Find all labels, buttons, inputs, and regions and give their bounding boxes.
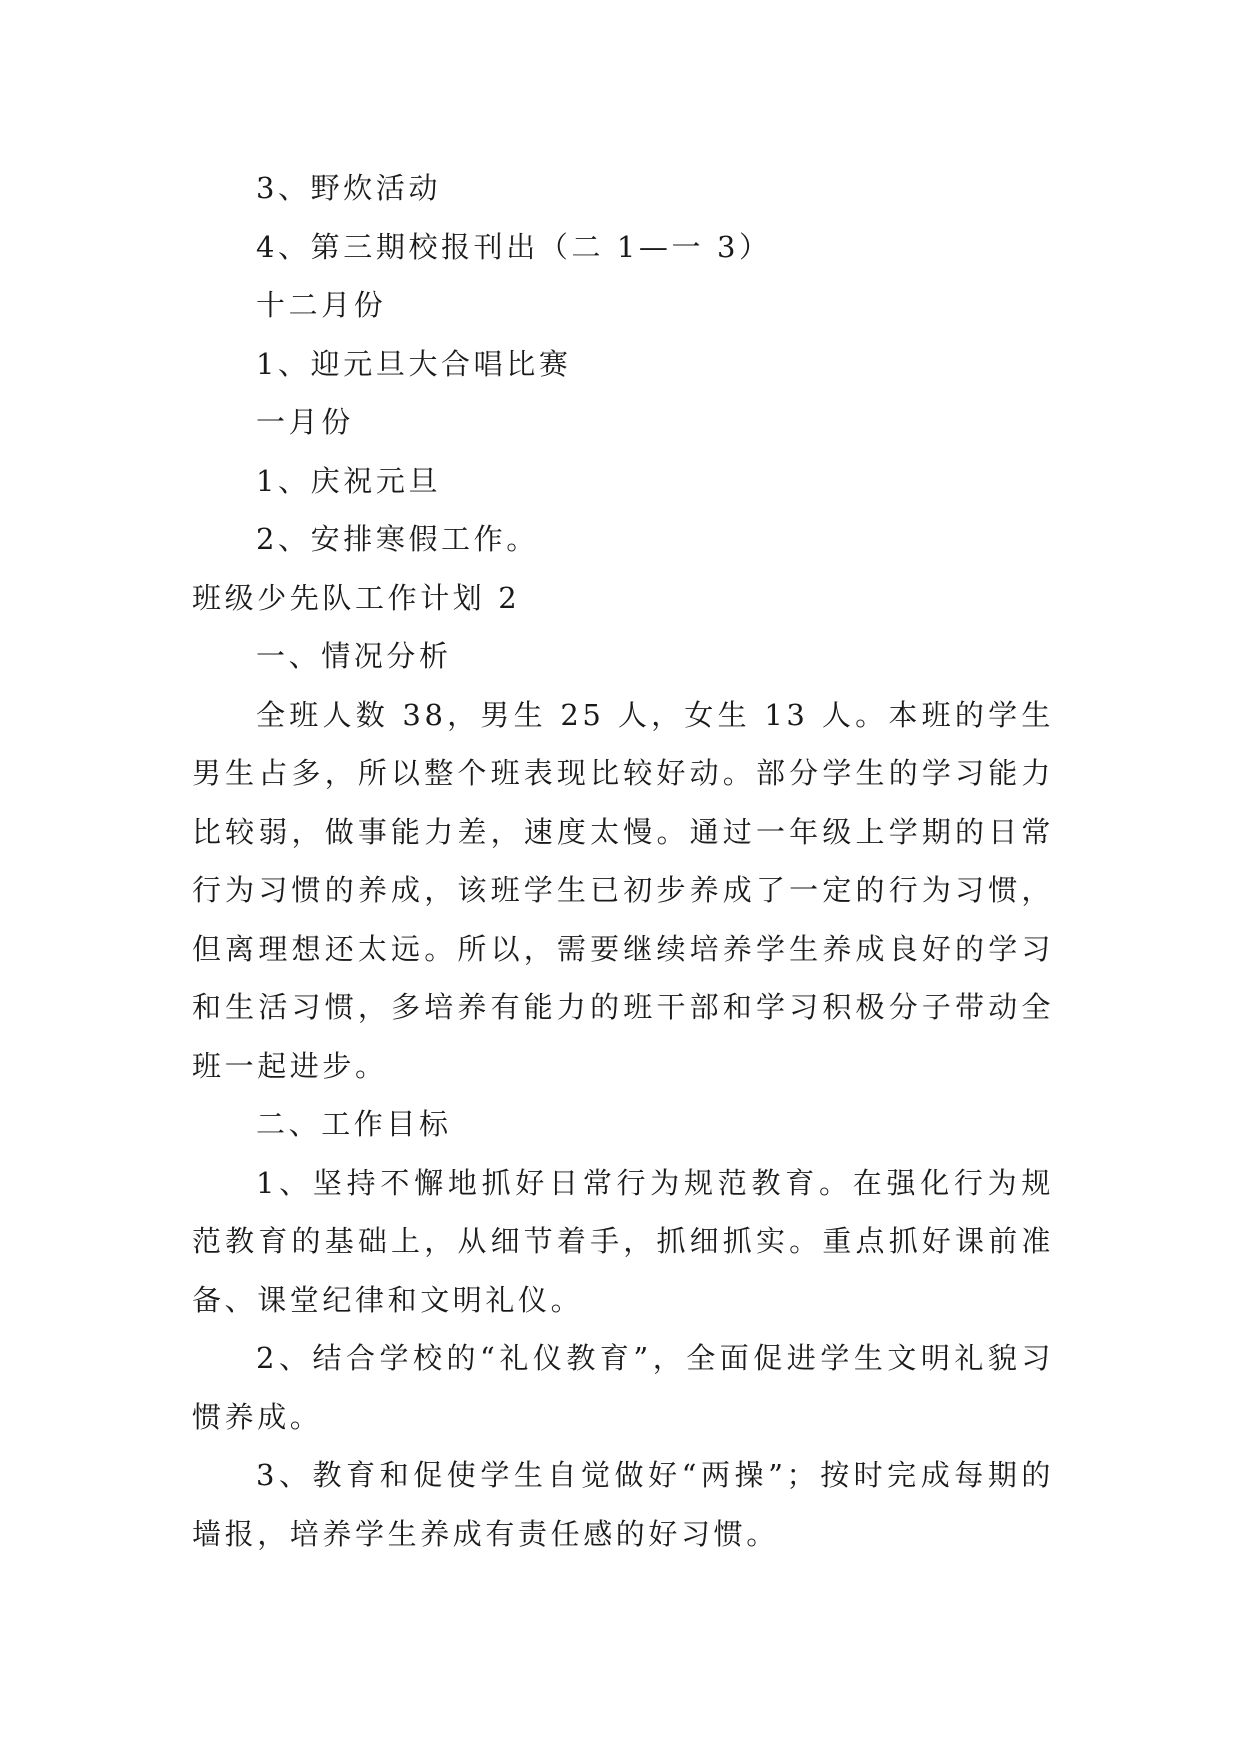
- list-item: 2、安排寒假工作。: [256, 522, 539, 556]
- list-item: 1、迎元旦大合唱比赛: [256, 346, 572, 381]
- document-body: [192, 159, 1054, 1563]
- paragraph: 3、教育和促使学生自觉做好“两操”；按时完成每期的墙报，培养学生养成有责任感的好习惯。: [192, 1458, 1054, 1551]
- section-heading: 二、工作目标: [256, 1107, 452, 1141]
- paragraph: 2、结合学校的“礼仪教育”，全面促进学生文明礼貌习惯养成。: [192, 1341, 1054, 1434]
- section-heading: 一、情况分析: [256, 639, 452, 673]
- month-heading-december: 十二月份: [256, 288, 387, 322]
- paragraph: 全班人数 38，男生 25 人，女生 13 人。本班的学生男生占多，所以整个班表现比较好动。部分学生的学习能力比较弱，做事能力差，速度太慢。通过一年级上学期的日常行为习惯的养成，该班学生已初步养成了一定的行为习惯，但离理想还太远。所以，需要继续培养学生养成良好的学习和生活习惯，多培养有能力的班干部和学习积极分子带动全班一起进步。: [192, 697, 1054, 1083]
- paragraph: 1、坚持不懈地抓好日常行为规范教育。在强化行为规范教育的基础上，从细节着手，抓细抓实。重点抓好课前准备、课堂纪律和文明礼仪。: [192, 1165, 1054, 1317]
- list-item: 1、庆祝元旦: [256, 463, 442, 498]
- list-item: 4、第三期校报刊出（二 1—一 3）: [256, 229, 772, 264]
- month-heading-january: 一月份: [256, 405, 354, 439]
- list-item: 3、野炊活动: [256, 171, 442, 205]
- plan-title: 班级少先队工作计划 2: [192, 580, 521, 615]
